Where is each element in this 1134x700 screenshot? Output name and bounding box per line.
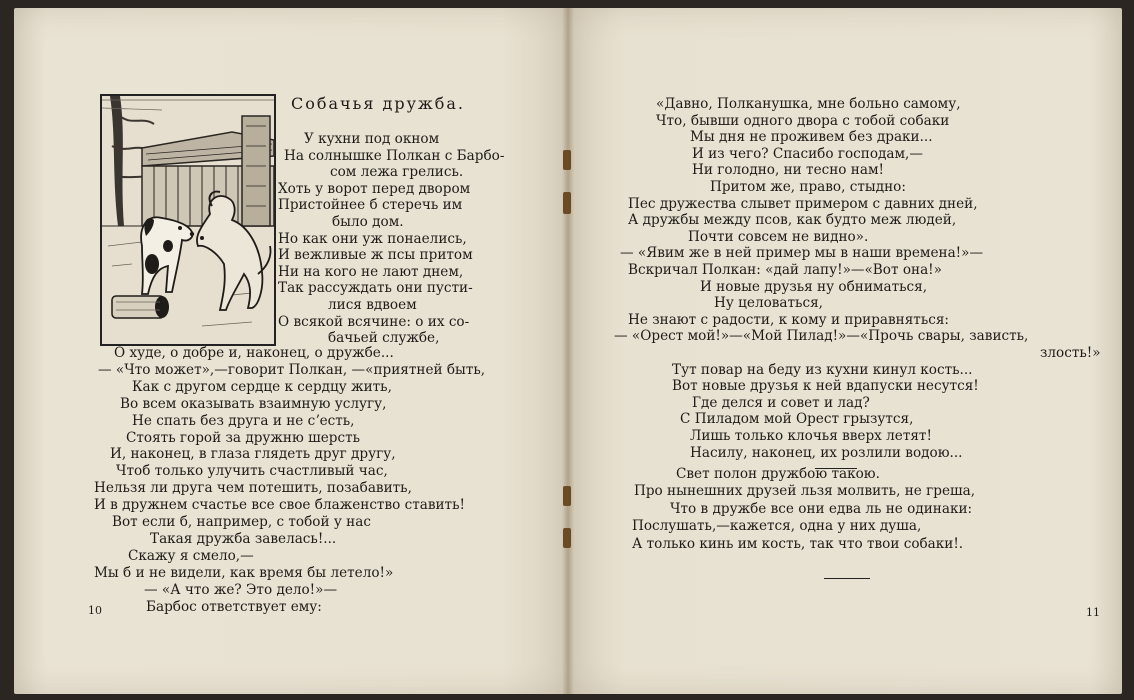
text-line: Скажу я смело,— [128, 547, 254, 564]
text-line: Вот если б, например, с тобой у нас [112, 514, 371, 530]
text-line: — «Что может»,—говорит Полкан, —«приятней быть, [98, 361, 486, 378]
text-line: А только кинь им кость, так что твои собаки!. [632, 535, 964, 552]
text-line: — «Явим же в ней пример мы в наши времена!»— [620, 245, 984, 262]
text-line: Такая дружба завелась!... [150, 530, 337, 547]
text-line: Про нынешних друзей льзя молвить, не греша, [634, 483, 976, 500]
text-line: Но как они уж понаелись, [278, 230, 467, 247]
text-line: Что, бывши одного двора с тобой собаки [656, 112, 950, 129]
text-line: — «А что же? Это дело!»— [144, 581, 338, 598]
text-line: А дружбы между псов, как будто меж людей, [628, 212, 957, 229]
text-line: Вот новые друзья к ней вдапуски несутся! [672, 378, 979, 395]
text-line: И в дружнем счастье все свое блаженство ставить! [94, 497, 465, 514]
text-line: Насилу, наконец, их розлили водою... [690, 444, 963, 461]
end-divider [824, 578, 870, 579]
left-page [14, 8, 568, 694]
text-line: Мы дня не проживем без драки... [690, 129, 933, 146]
page-number-left: 10 [88, 604, 102, 617]
text-line: Пристойнее б стеречь им [278, 197, 463, 214]
text-line: сом лежа грелись. [330, 164, 464, 181]
text-line: Почти совсем не видно». [688, 228, 869, 245]
text-line: Как с другом сердце к сердцу жить, [132, 378, 392, 395]
text-line: У кухни под окном [304, 131, 440, 147]
text-line: лися вдвоем [328, 297, 417, 313]
book-spread [14, 8, 1122, 694]
poem-title: Собачья дружба. [291, 94, 465, 113]
text-line: И из чего? Спасибо господам,— [692, 145, 923, 162]
text-line: И, наконец, в глаза глядеть друг другу, [110, 446, 396, 463]
text-line: На солнышке Полкан с Барбо- [284, 147, 505, 164]
text-line: злость!» [1040, 345, 1101, 361]
text-line: Мы б и не видели, как время бы летело!» [94, 564, 394, 581]
text-line: Где делся и совет и лад? [692, 394, 870, 411]
text-line: С Пиладом мой Орест грызутся, [680, 411, 914, 428]
text-line: О всякой всячине: о их со- [278, 313, 470, 330]
text-line: И вежливые ж псы притом [278, 247, 473, 264]
text-line: Что в дружбе все они едва ль не одинаки: [670, 500, 973, 517]
text-line: Чтоб только улучить счастливый час, [116, 463, 388, 480]
text-line: Пес дружества слывет примером с давних дней, [628, 195, 978, 212]
dogs-illustration-drawing [102, 96, 274, 344]
text-line: Послушать,—кажется, одна у них душа, [632, 518, 922, 535]
text-line: Ни голодно, ни тесно нам! [692, 162, 885, 179]
text-line: Вскричал Полкан: «дай лапу!»—«Вот она!» [628, 262, 942, 278]
text-line: Ни на кого не лают днем, [278, 263, 464, 280]
text-line: было дом. [332, 214, 404, 230]
text-line: Стоять горой за дружню шерсть [126, 429, 361, 446]
text-line: Хоть у ворот перед двором [278, 180, 471, 197]
text-line: — «Орест мой!»—«Мой Пилад!»—«Прочь свары, зависть, [614, 328, 1029, 345]
text-line: Ну целоваться, [714, 295, 823, 312]
text-line: Во всем оказывать взаимную услугу, [120, 395, 387, 412]
text-line: Нельзя ли друга чем потешить, позабавить, [94, 480, 412, 497]
text-line: Не спать без друга и не сʼесть, [132, 412, 355, 429]
text-line: «Давно, Полканушка, мне больно самому, [656, 96, 961, 112]
text-line: Тут повар на беду из кухни кинул кость... [672, 361, 973, 378]
binding-stitch [563, 528, 571, 548]
text-line: Свет полон дружбою такою. [676, 466, 880, 482]
text-line: Барбос ответствует ему: [146, 598, 322, 615]
book-gutter [562, 8, 574, 694]
text-line: Не знают с радости, к кому и приравняться: [628, 311, 949, 328]
binding-stitch [563, 150, 571, 170]
text-line: Лишь только клочья вверх летят! [690, 428, 932, 444]
binding-stitch [563, 486, 571, 506]
text-line: бачьей службе, [328, 330, 440, 347]
binding-stitch [563, 192, 571, 214]
text-line: Притом же, право, стыдно: [710, 179, 906, 195]
dogs-illustration [100, 94, 276, 346]
page-number-right: 11 [1086, 606, 1100, 619]
text-line: И новые друзья ну обниматься, [700, 278, 928, 295]
right-page [568, 8, 1122, 694]
text-line: О худе, о добре и, наконец, о дружбе... [114, 345, 394, 361]
text-line: Так рассуждать они пусти- [278, 280, 473, 297]
